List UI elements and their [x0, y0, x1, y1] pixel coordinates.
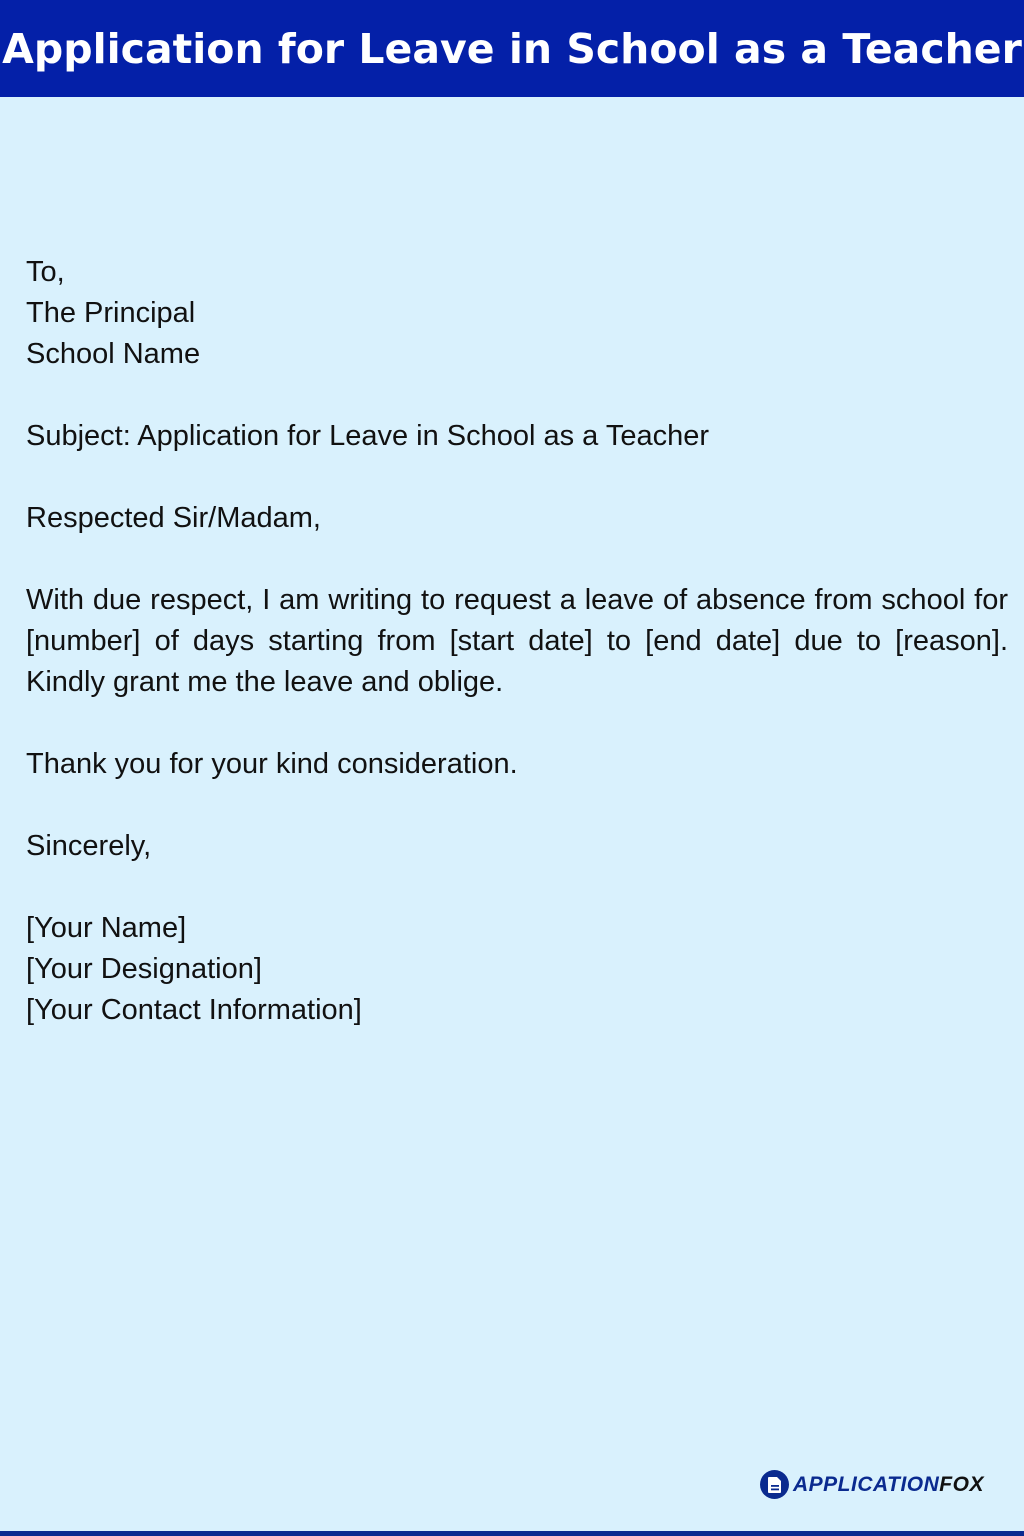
body-paragraph: With due respect, I am writing to request a leave of absence from school for [number] of days starting from [start date] to [end date] due to [reason]. Kindly grant me the leave and oblige. — [26, 584, 1008, 698]
applicationfox-logo — [760, 1470, 984, 1499]
thanks-line: Thank you for your kind consideration. — [26, 748, 518, 780]
salutation: Respected Sir/Madam, — [26, 502, 321, 534]
logo-text: APPLICATIONFOX — [793, 1472, 984, 1496]
signature-line: [Your Name] — [26, 912, 187, 944]
letter-content — [26, 252, 1008, 1031]
signature-line: [Your Contact Information] — [26, 994, 362, 1026]
page-title: Application for Leave in School as a Teacher — [2, 24, 1022, 73]
bottom-border — [0, 1531, 1024, 1536]
recipient-line: School Name — [26, 338, 201, 370]
header-banner — [0, 0, 1024, 97]
subject-line: Subject: Application for Leave in School as a Teacher — [26, 420, 710, 452]
closing-line: Sincerely, — [26, 830, 152, 862]
signature-line: [Your Designation] — [26, 953, 262, 985]
recipient-line: To, — [26, 256, 65, 288]
document-icon — [760, 1470, 789, 1499]
recipient-line: The Principal — [26, 297, 196, 329]
